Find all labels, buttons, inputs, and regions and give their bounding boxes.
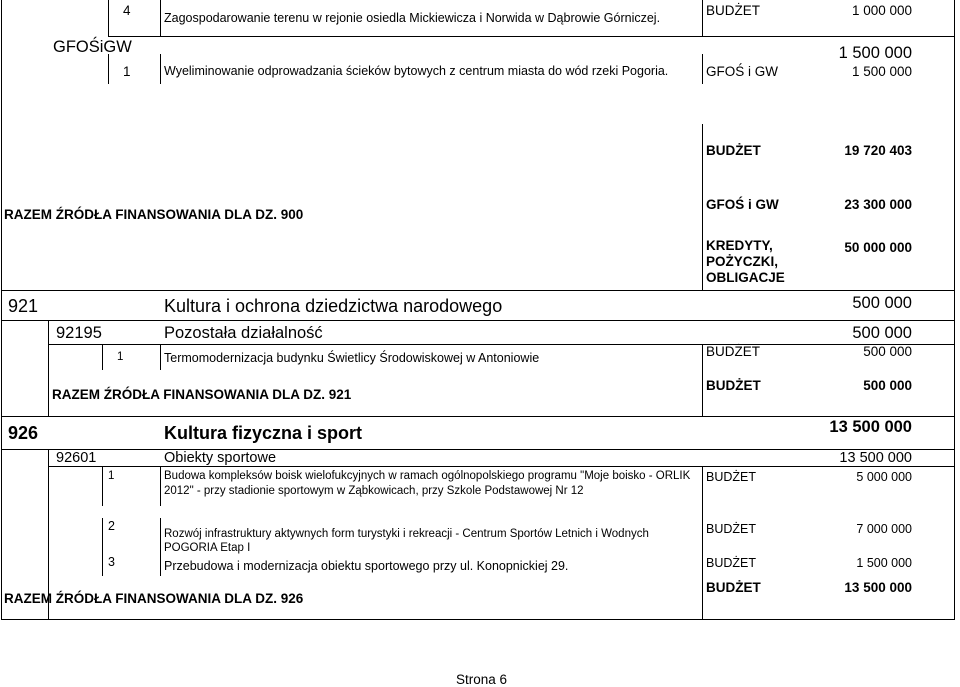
row-description-cont: 2012" - przy stadionie sportowym w Ząbkowicach, przy Szkole Podstawowej Nr 12: [164, 485, 584, 497]
budget-source-label: BUDŻET: [706, 143, 761, 158]
row-source: GFOŚ i GW: [706, 64, 778, 79]
dzial-code: 921: [8, 296, 39, 316]
row-amount: 1 500 000: [856, 556, 912, 570]
rozdzial-code: 92195: [56, 324, 102, 342]
row-source: BUDŻET: [706, 522, 756, 536]
total-label-921: RAZEM ŹRÓDŁA FINANSOWANIA DLA DZ. 921: [52, 387, 352, 402]
total-amount-926: 13 500 000: [844, 580, 912, 595]
budget-source-amount: 19 720 403: [844, 143, 912, 158]
row-amount: 5 000 000: [856, 470, 912, 484]
dzial-code: 926: [8, 423, 39, 443]
total-amount-921: 500 000: [863, 378, 912, 393]
row-amount: 1 000 000: [851, 3, 912, 18]
total-label-900: RAZEM ŹRÓDŁA FINANSOWANIA DLA DZ. 900: [4, 207, 304, 222]
row-source: BUDŻET: [706, 470, 756, 484]
row-source: BUDŻET: [706, 344, 760, 359]
row-description: Budowa kompleksów boisk wielofukcyjnych w ramach ogólnopolskiego programu "Moje boisko - ORLIK: [164, 470, 691, 482]
total-source-926: BUDŻET: [706, 580, 761, 595]
row-number: 4: [123, 3, 131, 18]
total-label-926: RAZEM ŹRÓDŁA FINANSOWANIA DLA DZ. 926: [4, 591, 304, 606]
dzial-amount: 500 000: [852, 294, 912, 312]
dzial-title: Kultura fizyczna i sport: [164, 423, 363, 443]
row-description-cont: POGORIA Etap I: [164, 542, 251, 554]
rozdzial-amount: 500 000: [852, 324, 912, 342]
row-description: Przebudowa i modernizacja obiektu sportowego przy ul. Konopnickiej 29.: [164, 559, 569, 573]
page-number: Strona 6: [456, 672, 508, 687]
gfos-source-amount: 23 300 000: [844, 197, 912, 212]
row-description: Rozwój infrastruktury aktywnych form turystyki i rekreacji - Centrum Sportów Letnich i Wodnych: [164, 528, 649, 540]
row-source: BUDŻET: [706, 556, 756, 570]
total-source-921: BUDŻET: [706, 378, 761, 393]
row-number: 2: [108, 519, 115, 533]
rozdzial-label: GFOŚiGW: [53, 38, 132, 56]
dzial-amount: 13 500 000: [829, 418, 912, 436]
rozdzial-amount: 13 500 000: [839, 450, 912, 466]
row-description: Wyeliminowanie odprowadzania ścieków bytowych z centrum miasta do wód rzeki Pogoria.: [164, 64, 669, 78]
row-number: 1: [108, 470, 115, 482]
row-number: 3: [108, 555, 115, 569]
row-source: BUDŻET: [706, 3, 760, 18]
dzial-title: Kultura i ochrona dziedzictwa narodowego: [164, 296, 503, 316]
rozdzial-title: Obiekty sportowe: [164, 450, 277, 466]
rozdzial-code: 92601: [56, 450, 97, 466]
row-number: 1: [117, 351, 124, 363]
row-description: Termomodernizacja budynku Świetlicy Środowiskowej w Antoniowie: [164, 351, 540, 365]
row-amount: 500 000: [863, 344, 912, 359]
rozdzial-amount: 1 500 000: [838, 44, 912, 62]
credit-source-label: KREDYTY, POŻYCZKI, OBLIGACJE: [706, 238, 785, 285]
credit-source-amount: 50 000 000: [844, 240, 912, 255]
rozdzial-title: Pozostała działalność: [164, 324, 323, 342]
row-number: 1: [123, 64, 131, 79]
row-amount: 1 500 000: [851, 64, 912, 79]
row-amount: 7 000 000: [856, 522, 912, 536]
row-description: Zagospodarowanie terenu w rejonie osiedla Mickiewicza i Norwida w Dąbrowie Górniczej.: [164, 11, 661, 25]
gfos-source-label: GFOŚ i GW: [706, 197, 779, 212]
